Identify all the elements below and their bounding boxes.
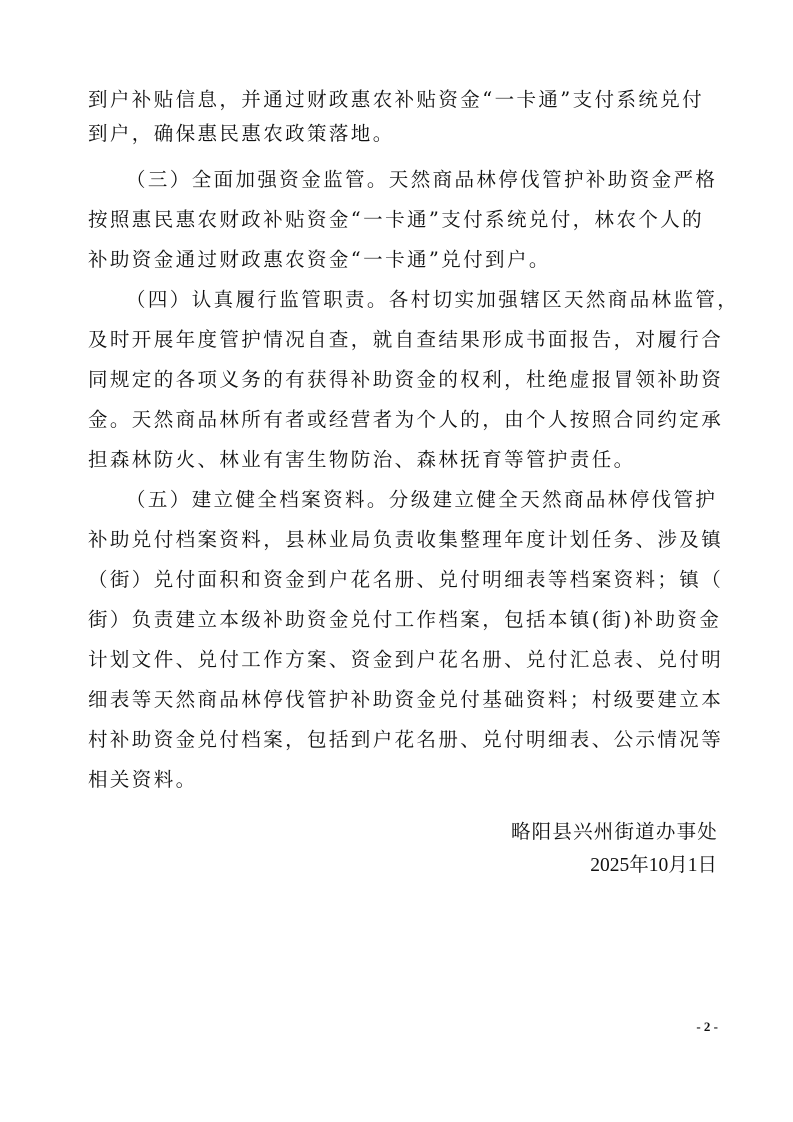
- body-line: 金。天然商品林所有者或经营者为个人的，由个人按照合同约定承: [88, 408, 724, 431]
- body-line: 相关资料。: [88, 768, 198, 791]
- body-line: 补助资金通过财政惠农资金“一卡通”兑付到户。: [88, 248, 551, 271]
- body-line: （街）兑付面积和资金到户花名册、兑付明细表等档案资料；镇（: [88, 568, 724, 591]
- signature-date: 2025年10月1日: [590, 855, 717, 876]
- body-line: 担森林防火、林业有害生物防治、森林抚育等管护责任。: [88, 448, 636, 471]
- body-line: 同规定的各项义务的有获得补助资金的权利，杜绝虚报冒领补助资: [88, 368, 724, 391]
- page-number: - 2 -: [696, 1019, 718, 1034]
- body-line: 补助兑付档案资料，县林业局负责收集整理年度计划任务、涉及镇: [88, 528, 724, 551]
- body-line: 细表等天然商品林停伐管护补助资金兑付基础资料；村级要建立本: [88, 688, 724, 711]
- section-four-line: （四）认真履行监管职责。各村切实加强辖区天然商品林监管，: [126, 288, 740, 311]
- body-line: 街）负责建立本级补助资金兑付工作档案，包括本镇(街)补助资金: [88, 608, 722, 631]
- body-line: 计划文件、兑付工作方案、资金到户花名册、兑付汇总表、兑付明: [88, 648, 724, 671]
- section-three-line: （三）全面加强资金监管。天然商品林停伐管护补助资金严格: [126, 168, 718, 191]
- body-line: 到户补贴信息，并通过财政惠农补贴资金“一卡通”支付系统兑付: [88, 88, 705, 111]
- body-line: 村补助资金兑付档案，包括到户花名册、兑付明细表、公示情况等: [88, 728, 724, 751]
- section-five-line: （五）建立健全档案资料。分级建立健全天然商品林停伐管护: [126, 488, 718, 511]
- signature-organization: 略阳县兴州街道办事处: [510, 820, 718, 843]
- body-line: 到户，确保惠民惠农政策落地。: [88, 122, 395, 145]
- body-line: 按照惠民惠农财政补贴资金“一卡通”支付系统兑付，林农个人的: [88, 208, 705, 231]
- body-line: 及时开展年度管护情况自查，就自查结果形成书面报告，对履行合: [88, 328, 724, 351]
